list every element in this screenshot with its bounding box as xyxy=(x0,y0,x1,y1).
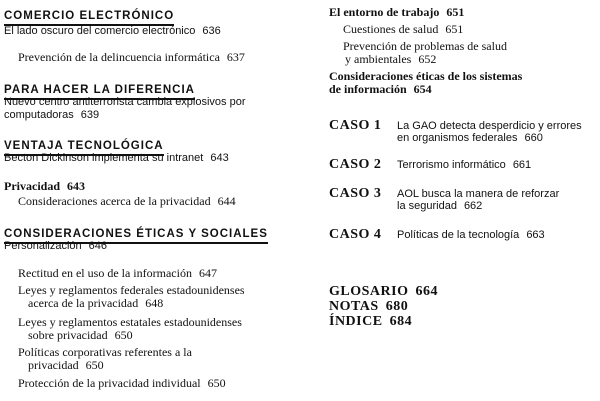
toc-caso-3[interactable]: CASO 3 AOL busca la manera de reforzar la seguridad 662 xyxy=(329,186,560,212)
section-header-comercio: COMERCIO ELECTRÓNICO xyxy=(4,6,174,26)
toc-entry-leyes-federales[interactable]: Leyes y reglamentos federales estadounidenses acerca de la privacidad 648 xyxy=(18,283,245,310)
toc-entry-prevencion-delincuencia[interactable]: Prevención de la delincuencia informática 637 xyxy=(18,50,245,64)
toc-caso-4[interactable]: CASO 4 Políticas de la tecnología 663 xyxy=(329,227,545,242)
toc-entry-entorno-trabajo[interactable]: El entorno de trabajo 651 xyxy=(329,5,465,19)
section-header-eticas-sociales: CONSIDERACIONES ÉTICAS Y SOCIALES xyxy=(4,224,268,244)
toc-notas[interactable]: NOTAS 680 xyxy=(329,299,409,314)
toc-entry-proteccion[interactable]: Protección de la privacidad individual 650 xyxy=(18,376,226,390)
toc-entry-rectitud[interactable]: Rectitud en el uso de la información 647 xyxy=(18,266,217,280)
toc-caso-2[interactable]: CASO 2 Terrorismo informático 661 xyxy=(329,157,532,172)
toc-entry-personalizacion[interactable]: Personalización 646 xyxy=(4,240,108,252)
toc-entry-consideraciones-eticas[interactable]: Consideraciones éticas de los sistemas de información 654 xyxy=(329,69,523,96)
toc-entry-becton[interactable]: Becton Dickinson implementa su intranet 643 xyxy=(4,152,229,164)
toc-glosario[interactable]: GLOSARIO 664 xyxy=(329,284,438,299)
toc-entry-prevencion-salud[interactable]: Prevención de problemas de salud y ambientales 652 xyxy=(343,39,507,66)
toc-entry-privacidad[interactable]: Privacidad 643 xyxy=(4,179,85,193)
section-header-diferencia: PARA HACER LA DIFERENCIA xyxy=(4,80,195,100)
toc-indice[interactable]: ÍNDICE 684 xyxy=(329,314,413,329)
toc-entry-lado-oscuro[interactable]: El lado oscuro del comercio electrónico 636 xyxy=(4,25,221,37)
toc-entry-centro-antiterrorista[interactable]: Nuevo centro antiterrorista cambia explosivos por computadoras 639 xyxy=(4,96,246,121)
toc-entry-consideraciones-privacidad[interactable]: Consideraciones acerca de la privacidad 644 xyxy=(18,194,236,208)
section-header-ventaja: VENTAJA TECNOLÓGICA xyxy=(4,136,164,156)
toc-entry-politicas-corporativas[interactable]: Políticas corporativas referentes a la privacidad 650 xyxy=(18,345,192,372)
toc-entry-leyes-estatales[interactable]: Leyes y reglamentos estatales estadounidenses sobre privacidad 650 xyxy=(18,315,242,342)
toc-caso-1[interactable]: CASO 1 La GAO detecta desperdicio y errores en organismos federales 660 xyxy=(329,118,582,144)
toc-entry-cuestiones-salud[interactable]: Cuestiones de salud 651 xyxy=(343,22,464,36)
